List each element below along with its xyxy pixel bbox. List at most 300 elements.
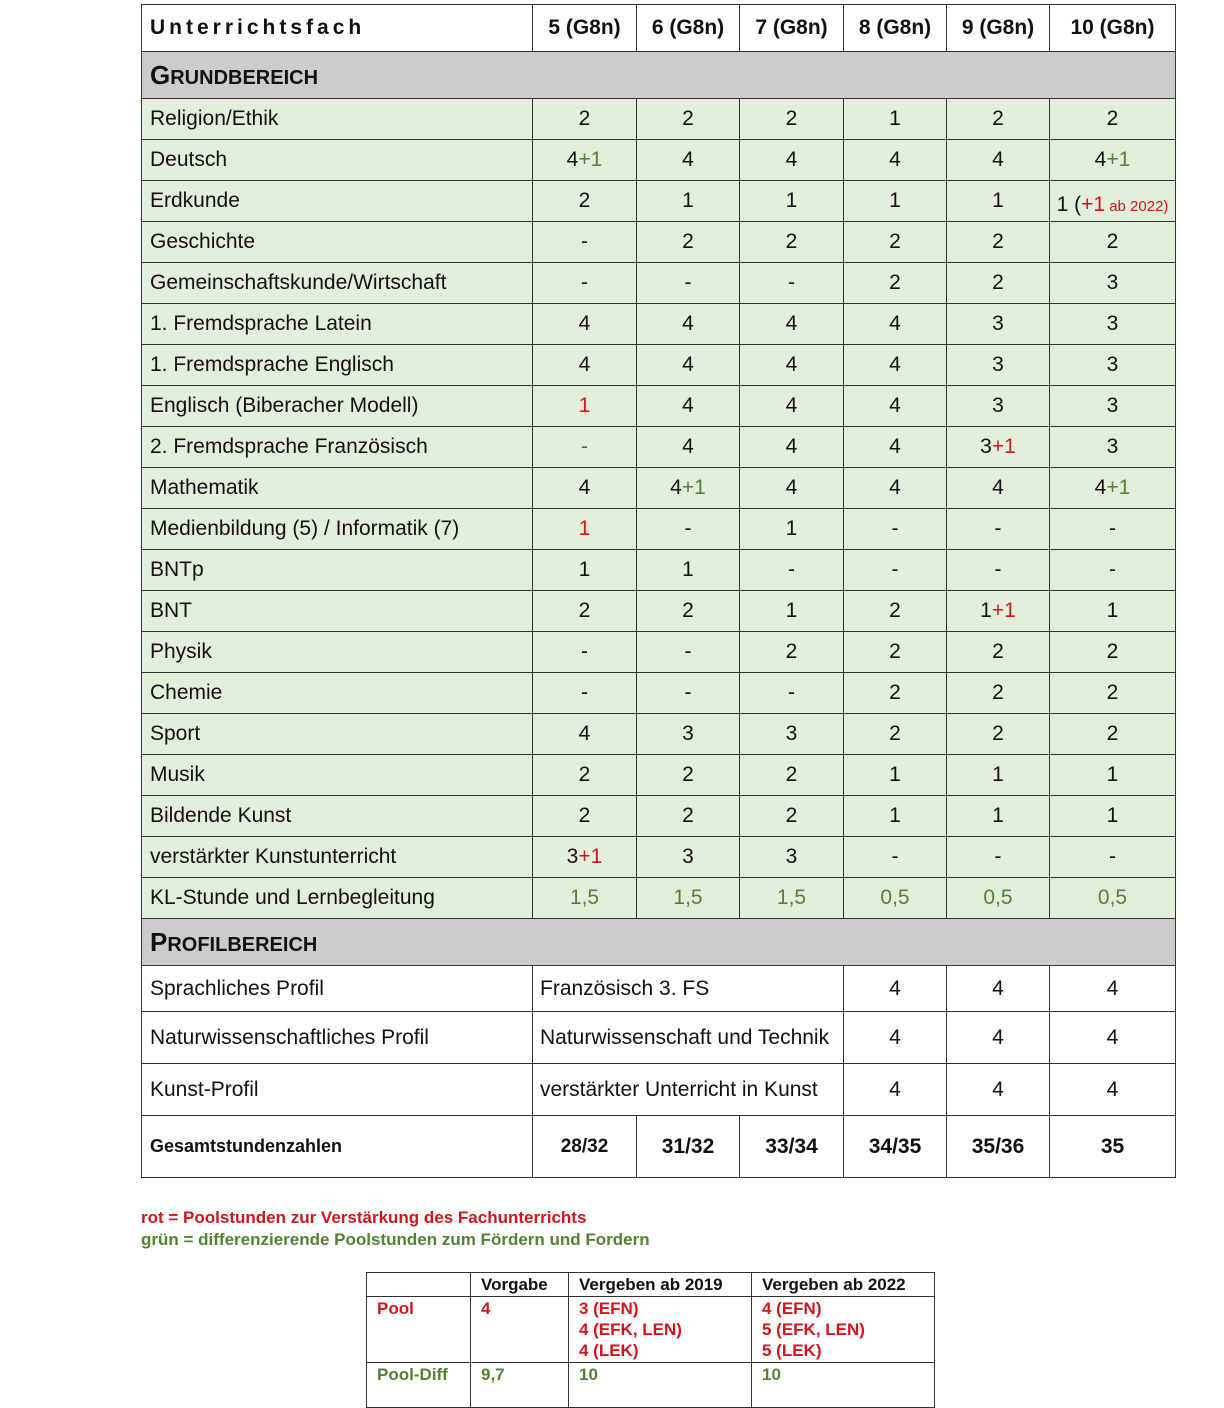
section-title-rest: RUNDBEREICH (170, 66, 319, 89)
hours-cell-grade-9 (947, 591, 1050, 632)
hours-value: 1 (992, 804, 1004, 827)
total-grade-5: 28/32 (533, 1116, 637, 1178)
hours-cell-grade-7 (740, 181, 844, 222)
hours-cell-grade-6 (637, 140, 740, 181)
hours-value: 3 (566, 845, 579, 868)
pool-hours-note: ab 2022) (1105, 198, 1169, 215)
hours-value: 2 (1106, 230, 1119, 253)
hours-value: 4 (785, 148, 798, 171)
hours-cell-grade-5 (533, 796, 637, 837)
hours-value: 2 (1106, 640, 1119, 663)
hours-cell-grade-10 (1050, 837, 1176, 878)
section-title (142, 52, 1176, 99)
profile-hours-grade-10: 4 (1050, 966, 1176, 1012)
hours-cell-grade-6 (637, 796, 740, 837)
column-header-grade-8: 8 (G8n) (844, 5, 947, 52)
hours-value: 4 (682, 353, 694, 376)
hours-cell-grade-5 (533, 714, 637, 755)
subject-name: Religion/Ethik (142, 99, 533, 140)
hours-cell-grade-10 (1050, 673, 1176, 714)
subject-name: 2. Fremdsprache Französisch (142, 427, 533, 468)
hours-cell-grade-8 (844, 263, 947, 304)
total-grade-6: 31/32 (637, 1116, 740, 1178)
hours-cell-grade-8 (844, 837, 947, 878)
hours-value: 4 (566, 148, 579, 171)
pool-diff-2022: 10 (752, 1363, 935, 1408)
pool-hours-extra: +1 (1081, 193, 1106, 216)
table-row (142, 222, 1176, 263)
table-row (142, 755, 1176, 796)
hours-cell-grade-10 (1050, 263, 1176, 304)
hours-cell-grade-9 (947, 263, 1050, 304)
hours-cell-grade-10 (1050, 550, 1176, 591)
hours-cell-grade-8 (844, 468, 947, 509)
subject-name: Musik (142, 755, 533, 796)
hours-cell-grade-8 (844, 673, 947, 714)
hours-value: 3 (785, 845, 798, 868)
hours-cell-grade-10 (1050, 304, 1176, 345)
table-row (142, 345, 1176, 386)
column-header-grade-7: 7 (G8n) (740, 5, 844, 52)
hours-value: 4 (682, 394, 694, 417)
hours-cell-grade-6 (637, 263, 740, 304)
hours-cell-grade-9 (947, 673, 1050, 714)
hours-cell-grade-5 (533, 632, 637, 673)
hours-value: 2 (889, 681, 901, 704)
profile-row (142, 1012, 1176, 1064)
hours-cell-grade-10 (1050, 509, 1176, 550)
hours-value: 2 (992, 722, 1004, 745)
subject-name: Erdkunde (142, 181, 533, 222)
table-row (142, 427, 1176, 468)
hours-value: 1 ( (1056, 193, 1082, 216)
table-row (142, 837, 1176, 878)
hours-cell-grade-9 (947, 99, 1050, 140)
hours-cell-grade-7 (740, 345, 844, 386)
pool-hours-extra: +1 (1106, 476, 1131, 499)
hours-cell-grade-8 (844, 140, 947, 181)
hours-cell-grade-9 (947, 837, 1050, 878)
hours-value: 2 (785, 107, 798, 130)
hours-cell-grade-10 (1050, 468, 1176, 509)
hours-value: 4 (682, 148, 694, 171)
hours-value: 4 (785, 435, 798, 458)
table-row (142, 509, 1176, 550)
hours-cell-grade-6 (637, 673, 740, 714)
hours-cell-grade-7 (740, 140, 844, 181)
hours-value: 2 (992, 640, 1004, 663)
hours-value: 3 (785, 722, 798, 745)
pool-hours-extra: +1 (991, 435, 1016, 458)
hours-value: 1,5 (569, 886, 600, 909)
hours-cell-grade-9 (947, 878, 1050, 919)
hours-value: - (994, 558, 1002, 581)
hours-value: - (581, 271, 588, 294)
hours-value: 1 (785, 599, 798, 622)
pool-header-empty (367, 1273, 471, 1297)
hours-value: - (891, 517, 899, 540)
profile-hours-grade-9: 4 (947, 1012, 1050, 1064)
profile-row (142, 1064, 1176, 1116)
hours-value: 2 (889, 640, 901, 663)
hours-value: - (891, 845, 899, 868)
table-row (142, 386, 1176, 427)
hours-cell-grade-8 (844, 796, 947, 837)
table-row (142, 263, 1176, 304)
subject-name: 1. Fremdsprache Englisch (142, 345, 533, 386)
hours-cell-grade-9 (947, 509, 1050, 550)
hours-value: 4 (992, 148, 1004, 171)
hours-value: 1 (785, 517, 798, 540)
pool-row (367, 1297, 935, 1363)
hours-cell-grade-7 (740, 796, 844, 837)
pool-vorgabe: 4 (471, 1297, 569, 1363)
profile-description: Naturwissenschaft und Technik (533, 1012, 844, 1064)
hours-cell-grade-8 (844, 591, 947, 632)
hours-value: 2 (578, 107, 591, 130)
legend-red: rot = Poolstunden zur Verstärkung des Fachunterrichts (141, 1208, 587, 1227)
hours-value: 3 (682, 845, 694, 868)
hours-value: 3 (1106, 353, 1119, 376)
hours-cell-grade-7 (740, 99, 844, 140)
hours-cell-grade-10 (1050, 796, 1176, 837)
hours-cell-grade-8 (844, 222, 947, 263)
pool-diff-2019: 10 (569, 1363, 752, 1408)
hours-cell-grade-6 (637, 181, 740, 222)
totals-label: Gesamtstundenzahlen (142, 1116, 533, 1178)
hours-cell-grade-9 (947, 550, 1050, 591)
hours-cell-grade-5 (533, 99, 637, 140)
color-legend (141, 1207, 650, 1251)
section-title-first: G (150, 59, 171, 90)
hours-value: 4 (889, 435, 901, 458)
hours-cell-grade-8 (844, 714, 947, 755)
hours-cell-grade-8 (844, 632, 947, 673)
hours-cell-grade-7 (740, 837, 844, 878)
hours-value: - (581, 681, 588, 704)
subject-name: verstärkter Kunstunterricht (142, 837, 533, 878)
hours-cell-grade-5 (533, 140, 637, 181)
hours-cell-grade-7 (740, 427, 844, 468)
column-header-grade-5: 5 (G8n) (533, 5, 637, 52)
hours-cell-grade-9 (947, 755, 1050, 796)
hours-cell-grade-10 (1050, 714, 1176, 755)
hours-value: 4 (682, 435, 694, 458)
pool-hours-extra: +1 (1106, 148, 1131, 171)
hours-value: 4 (1094, 148, 1107, 171)
subject-name: Sport (142, 714, 533, 755)
hours-cell-grade-9 (947, 468, 1050, 509)
hours-value: 2 (578, 804, 591, 827)
pool-diff-label: Pool-Diff (367, 1363, 471, 1408)
hours-cell-grade-7 (740, 386, 844, 427)
pool-2019-line: 4 (EFK, LEN) (579, 1320, 682, 1339)
hours-cell-grade-8 (844, 345, 947, 386)
table-row (142, 99, 1176, 140)
hours-cell-grade-5 (533, 427, 637, 468)
hours-cell-grade-6 (637, 304, 740, 345)
hours-cell-grade-10 (1050, 755, 1176, 796)
hours-value: 0,5 (1097, 886, 1128, 909)
pool-2022-line: 5 (EFK, LEN) (762, 1320, 865, 1339)
hours-cell-grade-9 (947, 427, 1050, 468)
hours-cell-grade-10 (1050, 345, 1176, 386)
hours-value: 4 (785, 312, 798, 335)
subject-name: Mathematik (142, 468, 533, 509)
subject-name: Chemie (142, 673, 533, 714)
table-row (142, 796, 1176, 837)
hours-cell-grade-9 (947, 181, 1050, 222)
hours-value: 1 (889, 107, 901, 130)
hours-cell-grade-7 (740, 878, 844, 919)
pool-diff-vorgabe: 9,7 (471, 1363, 569, 1408)
hours-value: 1 (1106, 763, 1119, 786)
hours-cell-grade-10 (1050, 140, 1176, 181)
hours-cell-grade-7 (740, 509, 844, 550)
hours-cell-grade-6 (637, 222, 740, 263)
hours-value: 2 (1106, 681, 1119, 704)
subject-name: Medienbildung (5) / Informatik (7) (142, 509, 533, 550)
pool-2022-line: 4 (EFN) (762, 1299, 822, 1318)
section-title (142, 919, 1176, 966)
hours-value: 3 (682, 722, 694, 745)
hours-cell-grade-5 (533, 878, 637, 919)
hours-value: - (788, 681, 795, 704)
hours-value: 3 (1106, 271, 1119, 294)
hours-cell-grade-8 (844, 181, 947, 222)
hours-value: 1 (992, 763, 1004, 786)
pool-2022 (752, 1297, 935, 1363)
hours-value: - (1109, 845, 1116, 868)
hours-value: - (788, 271, 795, 294)
hours-cell-grade-9 (947, 140, 1050, 181)
section-title-first: P (150, 926, 168, 957)
profile-hours-grade-10: 4 (1050, 1064, 1176, 1116)
hours-value: - (891, 558, 899, 581)
hours-cell-grade-10 (1050, 181, 1176, 222)
hours-value: - (581, 640, 588, 663)
table-row (142, 714, 1176, 755)
subject-name: Physik (142, 632, 533, 673)
table-row (142, 140, 1176, 181)
hours-cell-grade-6 (637, 591, 740, 632)
profile-hours-grade-9: 4 (947, 1064, 1050, 1116)
hours-cell-grade-7 (740, 550, 844, 591)
pool-diff-row (367, 1363, 935, 1408)
hours-value: 4 (1094, 476, 1107, 499)
hours-cell-grade-10 (1050, 222, 1176, 263)
hours-value: 0,5 (983, 886, 1013, 909)
pool-table (366, 1272, 935, 1408)
hours-cell-grade-6 (637, 386, 740, 427)
table-row (142, 673, 1176, 714)
legend-green: grün = differenzierende Poolstunden zum Fördern und Fordern (141, 1230, 650, 1249)
table-row (142, 632, 1176, 673)
hours-cell-grade-7 (740, 222, 844, 263)
hours-value: 1,5 (673, 886, 703, 909)
hours-value: 2 (992, 681, 1004, 704)
hours-cell-grade-6 (637, 427, 740, 468)
hours-value: 2 (578, 599, 591, 622)
hours-value: 2 (889, 271, 901, 294)
profile-hours-grade-8: 4 (844, 1064, 947, 1116)
hours-value: 1 (1106, 804, 1119, 827)
pool-2022-line: 5 (LEK) (762, 1341, 822, 1360)
header-row (142, 5, 1176, 52)
profile-name: Kunst-Profil (142, 1064, 533, 1116)
pool-2019 (569, 1297, 752, 1363)
hours-cell-grade-8 (844, 550, 947, 591)
hours-value: 3 (1106, 312, 1119, 335)
hours-value: 2 (578, 763, 591, 786)
hours-cell-grade-9 (947, 222, 1050, 263)
section-title-rest: ROFILBEREICH (167, 933, 318, 956)
hours-cell-grade-9 (947, 386, 1050, 427)
hours-value: 1 (578, 558, 591, 581)
total-grade-8: 34/35 (844, 1116, 947, 1178)
hours-cell-grade-9 (947, 304, 1050, 345)
hours-cell-grade-5 (533, 386, 637, 427)
subject-name: Bildende Kunst (142, 796, 533, 837)
hours-value: 2 (992, 107, 1004, 130)
profile-row (142, 966, 1176, 1012)
hours-value: 2 (889, 722, 901, 745)
subject-name: KL-Stunde und Lernbegleitung (142, 878, 533, 919)
hours-cell-grade-6 (637, 878, 740, 919)
hours-value: 2 (1106, 722, 1119, 745)
stundentafel-table (141, 4, 1176, 1178)
pool-header-2022: Vergeben ab 2022 (752, 1273, 935, 1297)
hours-value: - (684, 681, 692, 704)
hours-value: 0,5 (880, 886, 910, 909)
hours-value: 2 (578, 189, 591, 212)
profile-name: Naturwissenschaftliches Profil (142, 1012, 533, 1064)
hours-cell-grade-7 (740, 263, 844, 304)
hours-value: - (788, 558, 795, 581)
subject-name: BNTp (142, 550, 533, 591)
hours-value: 1 (992, 189, 1004, 212)
hours-value: 4 (992, 476, 1004, 499)
hours-cell-grade-8 (844, 99, 947, 140)
hours-cell-grade-8 (844, 878, 947, 919)
hours-value: 4 (889, 312, 901, 335)
hours-value: - (684, 640, 692, 663)
hours-cell-grade-10 (1050, 99, 1176, 140)
hours-value: 2 (992, 230, 1004, 253)
profile-name: Sprachliches Profil (142, 966, 533, 1012)
hours-cell-grade-5 (533, 304, 637, 345)
hours-value: 4 (785, 394, 798, 417)
hours-cell-grade-7 (740, 673, 844, 714)
hours-value: 2 (785, 230, 798, 253)
table-row (142, 591, 1176, 632)
subject-name: Geschichte (142, 222, 533, 263)
hours-value: 1 (578, 517, 591, 540)
hours-value: 4 (578, 353, 591, 376)
hours-value: 1,5 (776, 886, 807, 909)
hours-cell-grade-7 (740, 304, 844, 345)
hours-cell-grade-7 (740, 632, 844, 673)
hours-cell-grade-6 (637, 755, 740, 796)
hours-value: 4 (670, 476, 682, 499)
hours-value: 3 (992, 394, 1004, 417)
hours-cell-grade-5 (533, 673, 637, 714)
pool-2019-line: 4 (LEK) (579, 1341, 639, 1360)
hours-cell-grade-8 (844, 755, 947, 796)
hours-cell-grade-6 (637, 550, 740, 591)
hours-value: 3 (1106, 394, 1119, 417)
subject-name: Deutsch (142, 140, 533, 181)
profile-hours-grade-8: 4 (844, 966, 947, 1012)
pool-hours-extra: +1 (681, 476, 706, 499)
hours-value: 2 (785, 763, 798, 786)
pool-header-vorgabe: Vorgabe (471, 1273, 569, 1297)
hours-value: 1 (578, 394, 591, 417)
hours-cell-grade-7 (740, 755, 844, 796)
profile-hours-grade-10: 4 (1050, 1012, 1176, 1064)
hours-cell-grade-6 (637, 345, 740, 386)
hours-cell-grade-6 (637, 632, 740, 673)
hours-value: 3 (992, 312, 1004, 335)
hours-cell-grade-6 (637, 837, 740, 878)
section-grundbereich (142, 52, 1176, 99)
table-row (142, 468, 1176, 509)
hours-value: 1 (889, 189, 901, 212)
totals-row (142, 1116, 1176, 1178)
hours-value: 4 (785, 476, 798, 499)
subject-name: Englisch (Biberacher Modell) (142, 386, 533, 427)
hours-value: 4 (578, 312, 591, 335)
pool-header-row (367, 1273, 935, 1297)
column-header-grade-6: 6 (G8n) (637, 5, 740, 52)
hours-value: 1 (785, 189, 798, 212)
hours-cell-grade-5 (533, 345, 637, 386)
hours-value: 1 (682, 558, 694, 581)
hours-value: 4 (889, 353, 901, 376)
hours-cell-grade-5 (533, 181, 637, 222)
hours-value: - (1109, 558, 1116, 581)
hours-cell-grade-9 (947, 714, 1050, 755)
hours-cell-grade-10 (1050, 591, 1176, 632)
total-grade-9: 35/36 (947, 1116, 1050, 1178)
hours-cell-grade-5 (533, 755, 637, 796)
hours-value: - (581, 435, 588, 458)
total-grade-10: 35 (1050, 1116, 1176, 1178)
hours-value: 4 (578, 722, 591, 745)
hours-cell-grade-9 (947, 345, 1050, 386)
hours-cell-grade-8 (844, 427, 947, 468)
hours-value: - (684, 271, 692, 294)
hours-value: 4 (578, 476, 591, 499)
table-row (142, 181, 1176, 222)
hours-value: 1 (980, 599, 992, 622)
column-header-grade-10: 10 (G8n) (1050, 5, 1176, 52)
table-row (142, 878, 1176, 919)
hours-value: 3 (992, 353, 1004, 376)
subject-name: Gemeinschaftskunde/Wirtschaft (142, 263, 533, 304)
profile-description: Französisch 3. FS (533, 966, 844, 1012)
hours-cell-grade-9 (947, 632, 1050, 673)
hours-cell-grade-10 (1050, 386, 1176, 427)
hours-value: 3 (980, 435, 992, 458)
hours-cell-grade-6 (637, 468, 740, 509)
hours-cell-grade-6 (637, 99, 740, 140)
hours-value: 1 (889, 804, 901, 827)
hours-value: 2 (682, 107, 694, 130)
hours-cell-grade-5 (533, 591, 637, 632)
pool-hours-extra: +1 (991, 599, 1016, 622)
hours-cell-grade-10 (1050, 878, 1176, 919)
